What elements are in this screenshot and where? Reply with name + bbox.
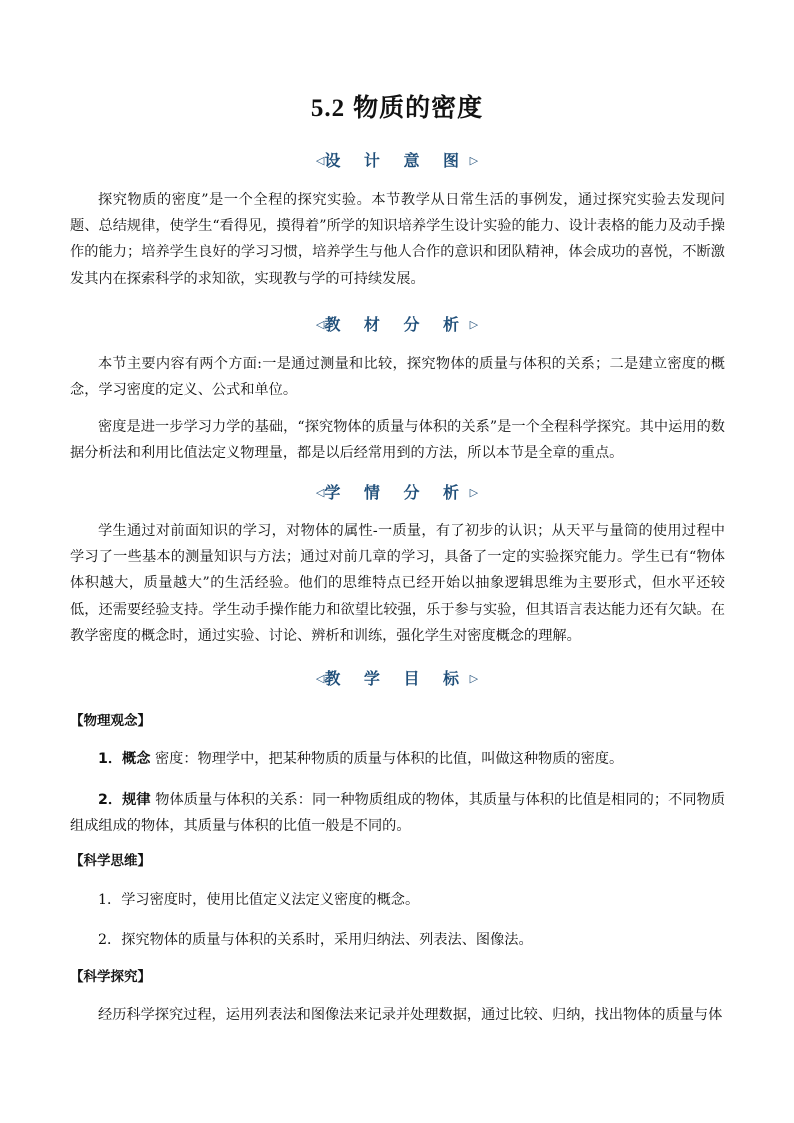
scientific-thinking-item-1: 1．学习密度时，使用比值定义法定义密度的概念。 (98, 892, 420, 908)
physics-concept-item-2 (70, 787, 725, 839)
scientific-thinking-label: 【科学思维】 (70, 853, 151, 869)
item-text: 密度：物理学中，把某种物质的质量与体积的比值，叫做这种物质的密度。 (150, 751, 624, 767)
right-triangle-icon: ▷ (469, 485, 479, 499)
section-heading-text: 教 材 分 析 (324, 315, 469, 334)
textbook-paragraph-2: 密度是进一步学习力学的基础，“探究物体的质量与体积的关系”是一个全程科学探究。其中运用的数据分析法和利用比值法定义物理量，都是以后经常用到的方法，所以本节是全章的重点。 (70, 419, 725, 462)
section-heading-text: 学 情 分 析 (324, 483, 469, 502)
title-number: 5.2 (310, 95, 346, 122)
section-heading-text: 设 计 意 图 (324, 151, 469, 170)
title-text: 物质的密度 (353, 93, 484, 122)
right-triangle-icon: ▷ (469, 153, 479, 167)
item-prefix: 1．概念 (98, 751, 151, 767)
section-heading-text: 教 学 目 标 (324, 669, 469, 688)
left-triangle-icon: ◁ (315, 671, 325, 685)
left-triangle-icon: ◁ (315, 317, 325, 331)
section-heading-students (0, 483, 794, 503)
item-text: 物体质量与体积的关系：同一种物质组成的物体，其质量与体积的比值是相同的；不同物质组成组成的物体，其质量与体积的比值一般是不同的。 (70, 792, 726, 835)
physics-concept-item-1 (70, 746, 725, 772)
right-triangle-icon: ▷ (469, 317, 479, 331)
design-paragraph: 探究物质的密度”是一个全程的探究实验。本节教学从日常生活的事例发，通过探究实验去发现问题、总结规律，使学生“看得见，摸得着”所学的知识培养学生设计实验的能力、设计表格的能力及动手操作的能力；培养学生良好的学习习惯，培养学生与他人合作的意识和团队精神，体会成功的喜悦，不断激发其内在探索科学的求知欲，实现教与学的可持续发展。 (70, 192, 725, 287)
item-prefix: 2．规律 (98, 792, 151, 808)
left-triangle-icon: ◁ (315, 153, 325, 167)
left-triangle-icon: ◁ (315, 485, 325, 499)
physics-concept-label: 【物理观念】 (70, 713, 151, 729)
right-triangle-icon: ▷ (469, 671, 479, 685)
students-paragraph: 学生通过对前面知识的学习，对物体的属性-一质量，有了初步的认识；从天平与量筒的使用过程中学习了一些基本的测量知识与方法；通过对前几章的学习，具备了一定的实验探究能力。学生已有“物体体积越大，质量越大”的生活经验。他们的思维特点已经开始以抽象逻辑思维为主要形式，但水平还较低，还需要经验支持。学生动手操作能力和欲望比较强，乐于参与实验，但其语言表达能力还有欠缺。在教学密度的概念时，通过实验、讨论、辨析和训练，强化学生对密度概念的理解。 (70, 523, 725, 644)
section-heading-textbook (0, 315, 794, 335)
section-heading-goals (0, 669, 794, 689)
page-title (0, 88, 794, 124)
scientific-thinking-item-2: 2．探究物体的质量与体积的关系时，采用归纳法、列表法、图像法。 (98, 932, 533, 948)
scientific-inquiry-paragraph: 经历科学探究过程，运用列表法和图像法来记录并处理数据，通过比较、归纳，找出物体的质量与体 (98, 1007, 723, 1023)
section-heading-design (0, 151, 794, 171)
textbook-paragraph-1: 本节主要内容有两个方面:一是通过测量和比较，探究物体的质量与体积的关系；二是建立密度的概念，学习密度的定义、公式和单位。 (70, 356, 725, 399)
scientific-inquiry-label: 【科学探究】 (70, 969, 151, 985)
